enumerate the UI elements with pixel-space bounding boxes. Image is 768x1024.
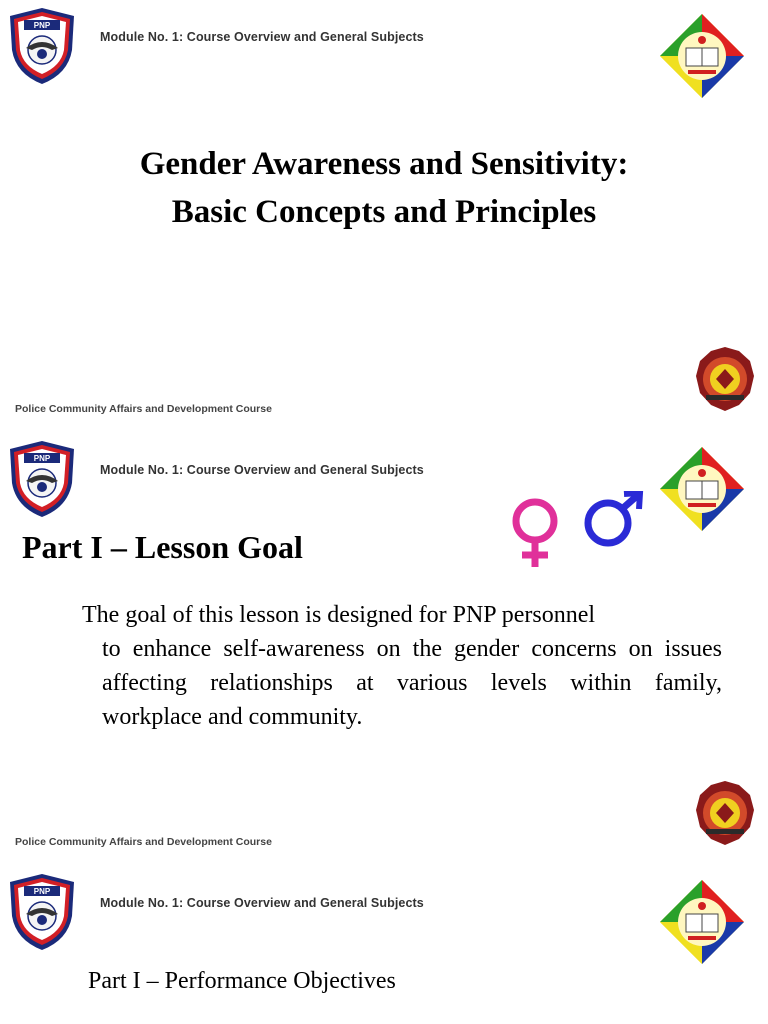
performance-objectives-heading: Part I – Performance Objectives (88, 968, 396, 994)
training-school-diamond-logo (658, 12, 746, 100)
female-symbol-icon (516, 502, 554, 567)
pnp-badge-logo (6, 439, 78, 519)
slide-3 (0, 866, 768, 1024)
pnp-seal-logo (694, 345, 756, 415)
title-line-1: Gender Awareness and Sensitivity: (139, 146, 629, 182)
slide-2 (0, 433, 768, 866)
training-school-diamond-logo (658, 445, 746, 533)
pnp-logo-text: PNP (33, 887, 51, 896)
gender-symbols-icon (500, 491, 650, 575)
module-header: Module No. 1: Course Overview and General Subjects (100, 30, 424, 44)
pnp-seal-logo (694, 779, 756, 849)
course-footer: Police Community Affairs and Development Course (15, 403, 272, 415)
slide-title (0, 140, 768, 236)
lesson-goal-paragraph (82, 598, 722, 734)
training-school-diamond-logo (658, 878, 746, 966)
pnp-logo-text: PNP (33, 21, 51, 30)
male-symbol-icon (588, 493, 640, 543)
paragraph-continuation: to enhance self-awareness on the gender concerns on issues affecting relationships at various levels within family, workplace and community. (102, 636, 722, 730)
course-footer: Police Community Affairs and Development Course (15, 836, 272, 848)
paragraph-first-line: The goal of this lesson is designed for PNP personnel (82, 602, 596, 628)
pnp-badge-logo (6, 872, 78, 952)
title-line-2: Basic Concepts and Principles (171, 194, 597, 230)
lesson-goal-heading: Part I – Lesson Goal (22, 529, 303, 565)
module-header: Module No. 1: Course Overview and General Subjects (100, 463, 424, 477)
pnp-badge-logo (6, 6, 78, 86)
pnp-logo-text: PNP (33, 454, 51, 463)
slide-1 (0, 0, 768, 433)
module-header: Module No. 1: Course Overview and General Subjects (100, 896, 424, 910)
